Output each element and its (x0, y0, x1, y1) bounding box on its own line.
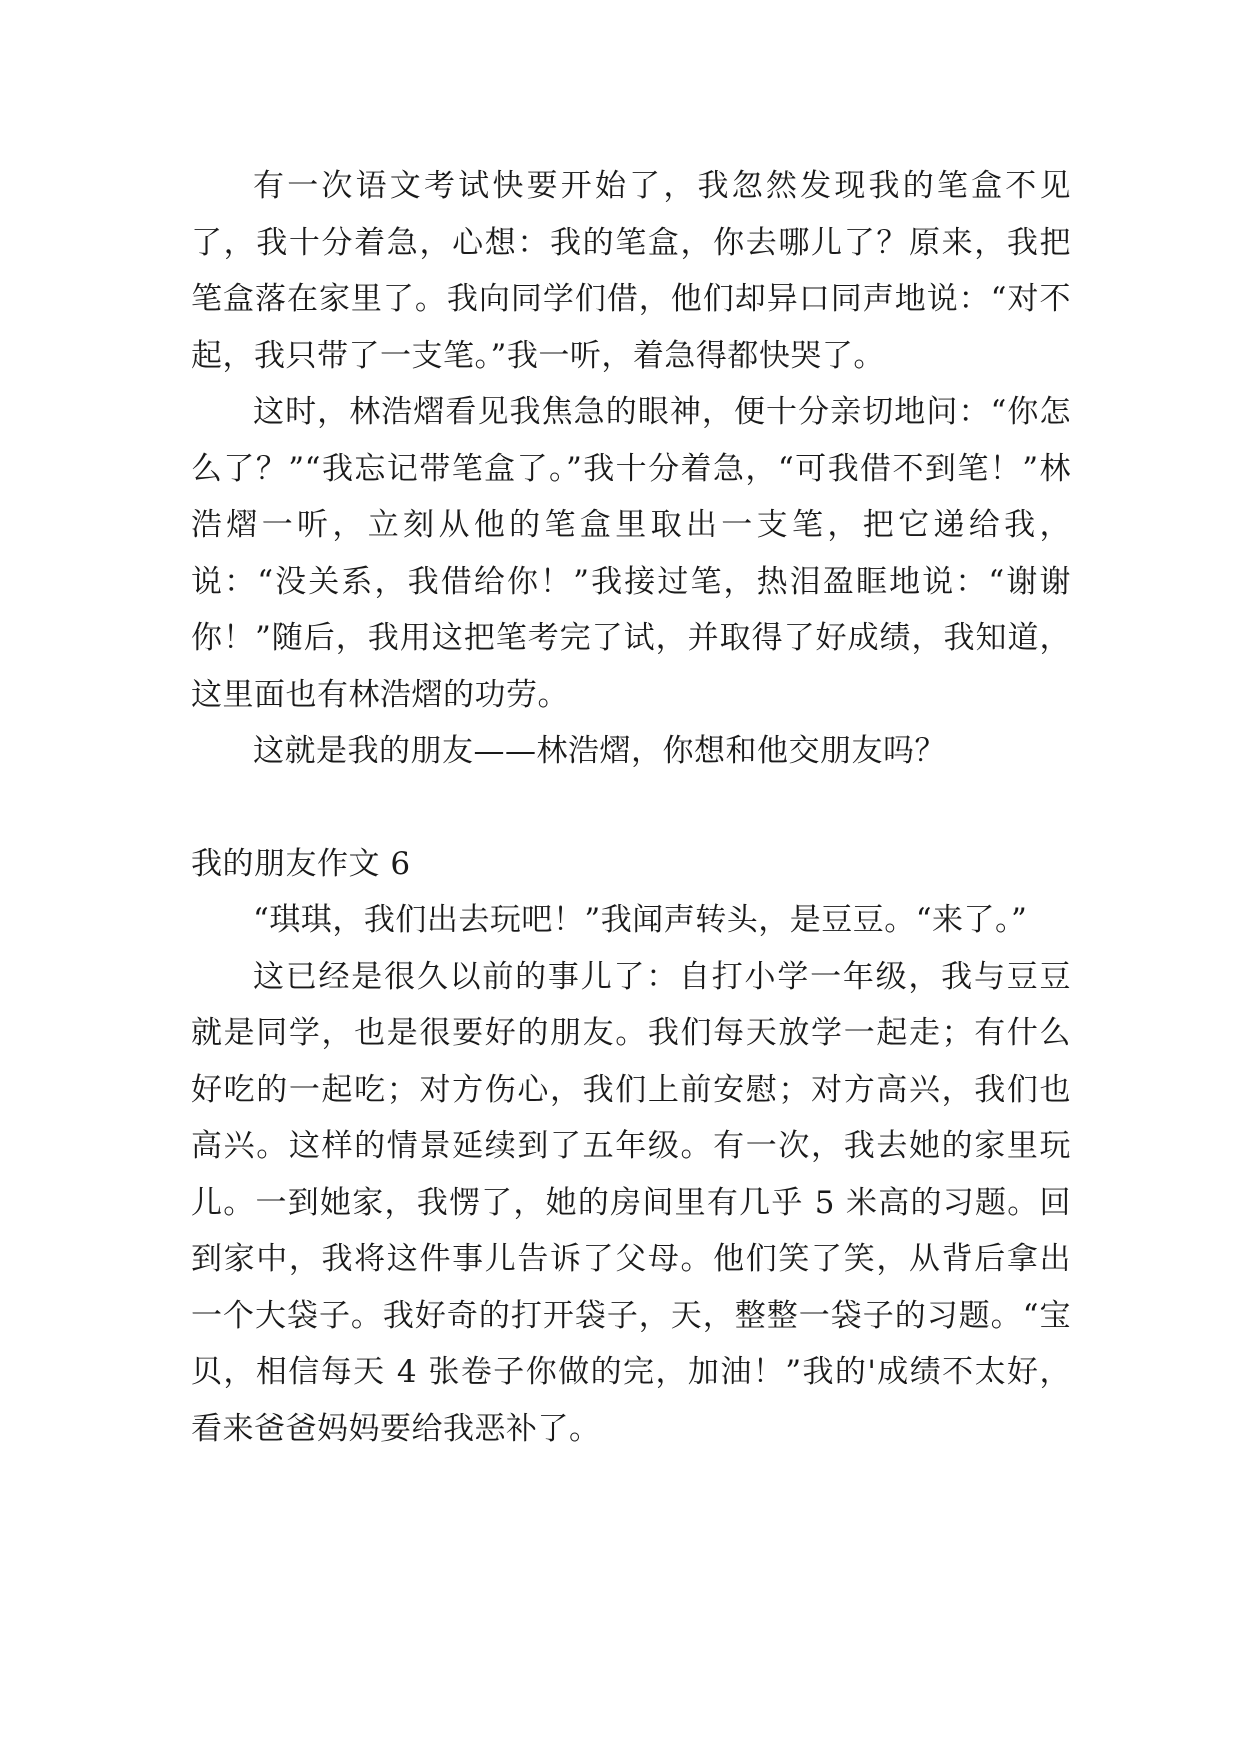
paragraph-friend-lends-pen: 这时，林浩熠看见我焦急的眼神，便十分亲切地问：“你怎么了？”“我忘记带笔盒了。”我十分着急，“可我借不到笔！”林浩熠一听，立刻从他的笔盒里取出一支笔，把它递给我，说：“没关系，我借给你！”我接过笔，热泪盈眶地说：“谢谢你！”随后，我用这把笔考完了试，并取得了好成绩，我知道，这里面也有林浩熠的功劳。 (191, 394, 1071, 713)
section-spacer (191, 780, 1071, 836)
paragraph-exam-pencil-case: 有一次语文考试快要开始了，我忽然发现我的笔盒不见了，我十分着急，心想：我的笔盒，你去哪儿了？原来，我把笔盒落在家里了。我向同学们借，他们却异口同声地说：“对不起，我只带了一支笔。”我一听，着急得都快哭了。 (191, 168, 1071, 374)
paragraph-doudou-call: “琪琪，我们出去玩吧！”我闻声转头，是豆豆。“来了。” (253, 902, 1028, 938)
paragraph-conclusion: 这就是我的朋友——林浩熠，你想和他交朋友吗？ (253, 733, 946, 769)
paragraph-doudou-story: 这已经是很久以前的事儿了：自打小学一年级，我与豆豆就是同学，也是很要好的朋友。我们每天放学一起走；有什么好吃的一起吃；对方伤心，我们上前安慰；对方高兴，我们也高兴。这样的情景延续到了五年级。有一次，我去她的家里玩儿。一到她家，我愣了，她的房间里有几乎 5 米高的习题。回到家中，我将这件事儿告诉了父母。他们笑了笑，从背后拿出一个大袋子。我好奇的打开袋子，天，整整一袋子的习题。“宝贝，相信每天 4 张卷子你做的完，加油！”我的'成绩不太好，看来爸爸妈妈要给我恶补了。 (191, 958, 1071, 1447)
document-body (191, 158, 1071, 1457)
section-title: 我的朋友作文 6 (191, 845, 411, 882)
